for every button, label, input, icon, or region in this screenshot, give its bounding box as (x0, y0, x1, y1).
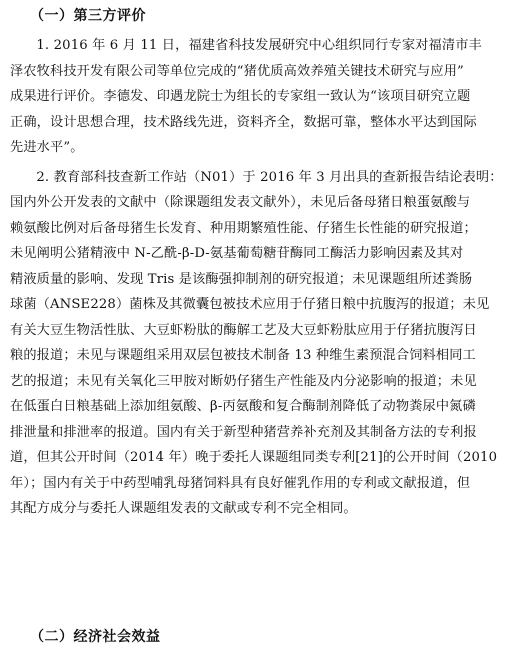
section-heading-third-party-evaluation: （一）第三方评价 (30, 8, 146, 24)
text-line: 泽农牧科技开发有限公司等单位完成的“猪优质高效养殖关键技术研究与应用” (10, 63, 464, 79)
text-line: 球菌（ANSE228）菌株及其微囊包被技术应用于仔猪日粮中抗腹泻的报道；未见 (10, 297, 490, 312)
text-line: 艺的报道；未见有关氧化三甲胺对断奶仔猪生产性能及内分泌影响的报道；未见 (10, 373, 477, 389)
paragraph-novelty-search-report (10, 165, 501, 522)
text-line: 排泄量和排泄率的报道。国内有关于新型种猪营养补充剂及其制备方法的专利报 (10, 424, 477, 440)
text-line: 在低蛋白日粮基础上添加组氨酸、β-丙氨酸和复合酶制剂降低了动物粪尿中氮磷 (10, 399, 476, 414)
text-line: 赖氨酸比例对后备母猪生长发育、种用期繁殖性能、仔猪生长性能的研究报道； (10, 220, 477, 236)
text-line: 精液质量的影响、发现 Tris 是该酶强抑制剂的研究报道；未见课题组所述粪肠 (10, 271, 473, 287)
text-line: 道，但其公开时间（2014 年）晚于委托人课题组同类专利[21]的公开时间（2010 (10, 450, 498, 465)
text-line: 粮的报道；未见与课题组采用双层包被技术制备 13 种维生素预混合饲料相同工 (10, 348, 476, 363)
paragraph-expert-evaluation (10, 33, 501, 161)
section-heading-economic-social-benefits: （二）经济社会效益 (30, 629, 161, 645)
text-line: 其配方成分与委托人课题组发表的文献或专利不完全相同。 (10, 501, 357, 516)
text-line: 1. 2016 年 6 月 11 日，福建省科技发展研究中心组织同行专家对福清市丰 (36, 38, 482, 53)
text-line: 年）；国内有关于中药型哺乳母猪饲料具有良好催乳作用的专利或文献报道，但 (10, 475, 471, 491)
text-line: 有关大豆生物活性肽、大豆虾粉肽的酶解工艺及大豆虾粉肽应用于仔猪抗腹泻日 (10, 322, 477, 338)
text-line: 未见阐明公猪精液中 N-乙酰-β-D-氨基葡萄糖苷酶同工酶活力影响因素及其对 (10, 246, 464, 261)
text-line: 成果进行评价。李德发、印遇龙院士为组长的专家组一致认为“该项目研究立题 (10, 89, 471, 104)
text-line: 国内外公开发表的文献中（除课题组发表文献外），未见后备母猪日粮蛋氨酸与 (10, 195, 471, 210)
text-line: 正确，设计思想合理，技术路线先进，资料齐全，数据可靠，整体水平达到国际 (10, 114, 477, 130)
text-line: 先进水平”。 (10, 140, 84, 155)
text-line: 2. 教育部科技查新工作站（N01）于 2016 年 3 月出具的查新报告结论表明： (36, 169, 503, 185)
